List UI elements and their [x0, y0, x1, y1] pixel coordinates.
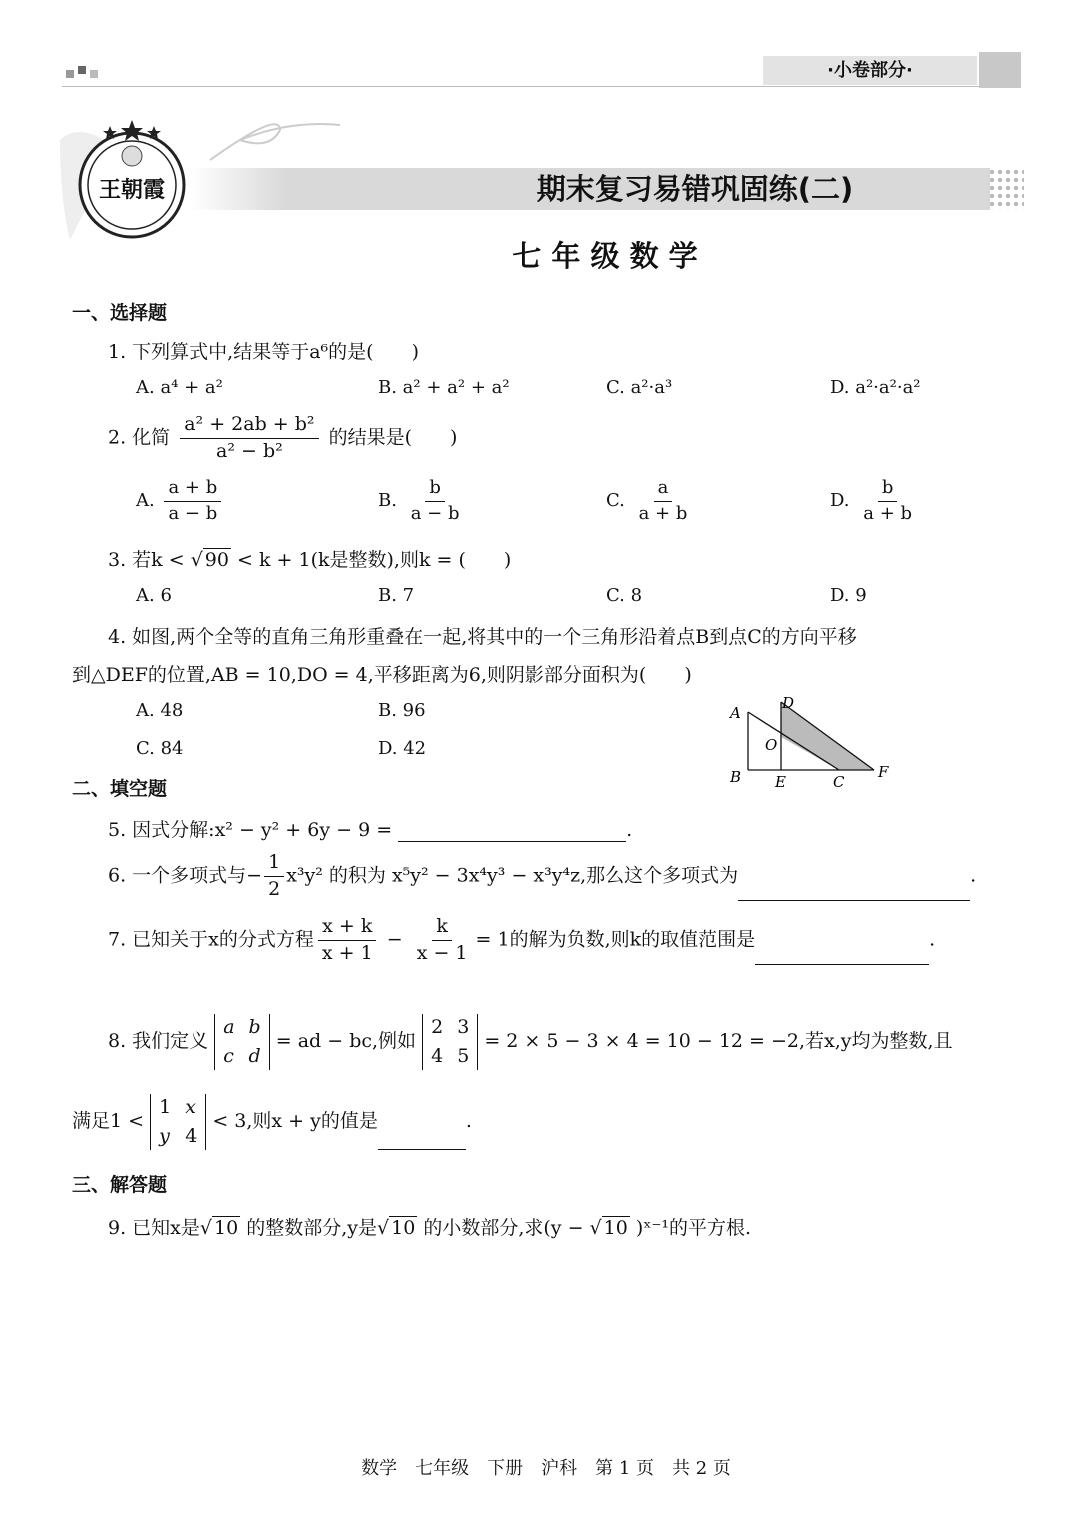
q5-text: 5. 因式分解:x² − y² + 6y − 9 =: [108, 819, 393, 841]
q6-answer-blank[interactable]: [738, 882, 970, 901]
q7-f2-den: x − 1: [416, 941, 468, 964]
fig-label-d: D: [782, 694, 795, 712]
q4-option-b: B. 96: [378, 700, 426, 721]
section-heading-fill: 二、填空题: [72, 778, 168, 800]
question-4-line1: 4. 如图,两个全等的直角三角形重叠在一起,将其中的一个三角形沿着点B到点C的方向平移: [108, 626, 857, 648]
q2-option-d: [830, 478, 920, 524]
q7-answer-blank[interactable]: [755, 946, 929, 965]
det2-d: 5: [457, 1044, 470, 1067]
q8-determinant-1: [214, 1014, 270, 1070]
q6-num: 1: [264, 852, 284, 877]
det1-b: b: [248, 1016, 261, 1038]
q2-option-a-num: a + b: [164, 478, 221, 502]
q3-suffix: < k + 1(k是整数),则k = ( ): [237, 549, 512, 571]
page-footer: 数学 七年级 下册 沪科 第 1 页 共 2 页: [361, 1458, 731, 1479]
q3-prefix: 3. 若k <: [108, 549, 185, 571]
q8-mid1: = ad − bc,例如: [275, 1029, 417, 1052]
q4-option-a: A. 48: [136, 700, 184, 721]
q2-option-d-label: D.: [830, 490, 850, 512]
q1-option-b: B. a² + a² + a²: [378, 377, 510, 398]
q9-sqrt-3: √ 10: [589, 1217, 628, 1239]
q2-option-c: [606, 478, 695, 524]
section-heading-solve: 三、解答题: [72, 1174, 168, 1196]
question-1: 1. 下列算式中,结果等于a⁶的是( ): [108, 341, 419, 363]
det3-a: 1: [159, 1096, 172, 1118]
q1-option-d: D. a²·a²·a²: [830, 377, 921, 398]
det1-a: a: [223, 1016, 235, 1038]
q3-option-d: D. 9: [830, 585, 867, 606]
q8-determinant-2: [422, 1014, 478, 1070]
q3-sqrt: √ 90: [190, 549, 229, 571]
q9-sqrt-2: √ 10: [377, 1217, 416, 1239]
page-title: 期末复习易错巩固练(二): [536, 172, 854, 206]
q8-prefix: 8. 我们定义: [108, 1029, 209, 1052]
q8-determinant-3: [150, 1094, 206, 1150]
q8-answer-blank[interactable]: [378, 1131, 466, 1150]
q2-option-a: [136, 478, 225, 524]
q8-mid2: = 2 × 5 − 3 × 4 = 10 − 12 = −2,若x,y均为整数,且: [484, 1029, 953, 1052]
q7-prefix: 7. 已知关于x的分式方程: [108, 928, 314, 951]
q2-prefix: 2. 化简: [108, 426, 171, 449]
q8-line2-suffix: < 3,则x + y的值是: [212, 1109, 378, 1132]
q9-sqrt-1: √ 10: [199, 1217, 239, 1239]
header-decor: [66, 66, 100, 80]
logo-text: 王朝霞: [98, 177, 166, 203]
q2-option-b-num: b: [425, 478, 445, 502]
q2-option-b-label: B.: [378, 490, 397, 512]
q6-den: 2: [268, 877, 281, 900]
question-5: 5. 因式分解:x² − y² + 6y − 9 = .: [108, 819, 633, 841]
q4-option-c: C. 84: [136, 738, 184, 759]
q2-numerator: a² + 2ab + b²: [180, 414, 318, 439]
q9-p3: 的小数部分,求(y −: [423, 1217, 584, 1239]
q2-option-c-label: C.: [606, 490, 625, 512]
fig-label-e: E: [775, 773, 786, 791]
question-4-line2: 到△DEF的位置,AB = 10,DO = 4,平移距离为6,则阴影部分面积为( ): [72, 664, 692, 686]
q9-r2: 10: [391, 1217, 416, 1239]
q7-minus: −: [386, 928, 403, 951]
q2-option-d-num: b: [878, 478, 898, 502]
q2-option-b: [378, 478, 467, 524]
q9-p2: 的整数部分,y是: [246, 1217, 378, 1239]
q9-r3: 10: [603, 1217, 628, 1239]
question-7: 7. 已知关于x的分式方程 $\frac{x + k}{x + 1}$ − $\frac{k}{x - 1}$ = 1的解为负数,则k的取值范围是 .: [108, 915, 936, 964]
question-8-line2: 满足1 < 1 x y 4 < 3,则x + y的值是 .: [72, 1094, 472, 1150]
section-tag-label: ·小卷部分·: [827, 60, 913, 81]
fig-label-c: C: [833, 773, 845, 791]
question-8-line1: [108, 1014, 953, 1070]
q7-suffix: = 1的解为负数,则k的取值范围是: [475, 928, 756, 951]
q7-f2-num: k: [432, 916, 452, 941]
q2-option-d-den: a + b: [863, 502, 913, 524]
q2-fraction: [180, 414, 318, 463]
fig-label-o: O: [765, 736, 778, 754]
det2-c: 4: [431, 1044, 444, 1067]
header-rule: [62, 86, 1020, 87]
q6-suffix: x³y² 的积为 x⁵y² − 3x⁴y³ − x³y⁴z,那么这个多项式为: [286, 864, 739, 887]
det3-c: y: [159, 1124, 170, 1147]
page-subtitle: 七 年 级 数 学: [512, 239, 698, 273]
det2-b: 3: [457, 1016, 470, 1038]
title-banner-dots: [988, 168, 1024, 210]
q1-option-a: A. a⁴ + a²: [136, 377, 223, 398]
section-tag-block: [979, 52, 1021, 88]
det3-d: 4: [185, 1124, 198, 1147]
q2-option-a-label: A.: [136, 490, 155, 512]
q9-r1: 10: [214, 1217, 239, 1239]
q9-p1: 9. 已知x是: [108, 1217, 200, 1239]
q2-option-c-den: a + b: [638, 502, 688, 524]
fig-label-b: B: [730, 768, 742, 786]
question-2: [108, 414, 457, 463]
fig-label-a: A: [730, 704, 741, 722]
q2-option-c-num: a: [654, 478, 673, 502]
q6-prefix: 6. 一个多项式与−: [108, 864, 263, 887]
q7-f1-den: x + 1: [321, 941, 373, 964]
q8-line2-prefix: 满足1 <: [72, 1109, 145, 1132]
det1-d: d: [248, 1044, 261, 1067]
q9-p4: )ˣ⁻¹的平方根.: [635, 1217, 752, 1239]
question-9: [108, 1213, 751, 1240]
q4-figure: [722, 690, 902, 795]
q7-f1-num: x + k: [318, 916, 376, 941]
det3-b: x: [185, 1096, 196, 1118]
section-tag: [763, 56, 977, 85]
fig-label-f: F: [878, 763, 889, 781]
q3-option-b: B. 7: [378, 585, 415, 606]
q1-option-c: C. a²·a³: [606, 377, 673, 398]
q3-option-c: C. 8: [606, 585, 643, 606]
question-3: [108, 545, 511, 572]
q2-denominator: a² − b²: [216, 439, 283, 462]
q3-radicand: 90: [204, 549, 229, 571]
section-heading-choice: 一、选择题: [72, 302, 168, 324]
q5-answer-blank[interactable]: [398, 823, 626, 842]
det1-c: c: [223, 1044, 234, 1067]
det2-a: 2: [431, 1016, 444, 1038]
q2-option-a-den: a − b: [168, 502, 218, 524]
question-6: 6. 一个多项式与− $\frac{1}{2}$ x³y² 的积为 x⁵y² − 3x⁴y³ − x³y⁴z,那么这个多项式为 .: [108, 851, 977, 900]
q2-suffix: 的结果是( ): [328, 426, 458, 449]
q3-option-a: A. 6: [136, 585, 172, 606]
q2-option-b-den: a − b: [410, 502, 460, 524]
q4-option-d: D. 42: [378, 738, 427, 759]
